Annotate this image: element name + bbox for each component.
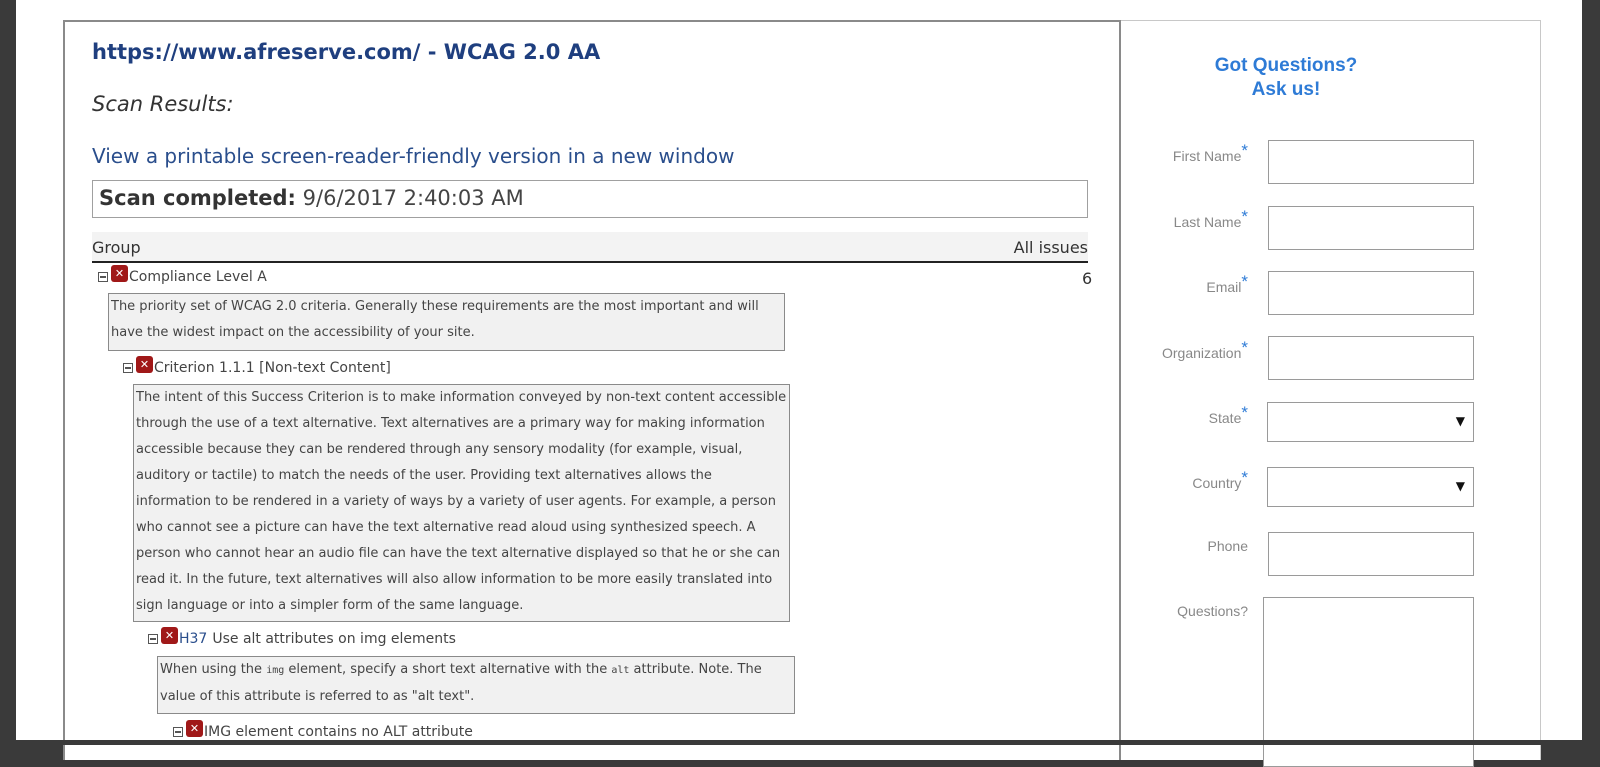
contact-form-panel [1121,20,1541,760]
collapse-issue-icon[interactable] [173,727,183,737]
organization-input[interactable] [1268,336,1474,380]
tree-row-h37 [148,629,456,649]
required-asterisk: * [1241,272,1248,291]
h37-desc-code-img: img [266,665,285,676]
email-label: Email* [1206,272,1248,295]
level-a-description: The priority set of WCAG 2.0 criteria. Generally these requirements are the most important and will have the widest impact on the accessibility of your site. [108,293,785,351]
scan-report-panel [63,20,1121,760]
all-issues-column-header: All issues [1013,238,1088,257]
last-name-input[interactable] [1268,206,1474,250]
window-bottom-edge [0,740,1600,745]
scan-completed-box [92,180,1088,218]
collapse-level-a-icon[interactable] [98,272,108,282]
h37-desc-part3: attribute. Note. The value of this attribute is referred to as "alt text". [160,662,762,704]
issue-label[interactable]: IMG element contains no ALT attribute [204,724,473,740]
error-x-icon: ✕ [161,627,178,644]
h37-desc-code-alt: alt [611,665,630,676]
collapse-h37-icon[interactable] [148,634,158,644]
phone-label: Phone [1207,538,1248,554]
country-select[interactable] [1267,467,1474,507]
chevron-down-icon: ▼ [1455,479,1465,493]
h37-code[interactable]: H37 [179,631,208,647]
got-questions-line2: Ask us! [1251,79,1321,100]
got-questions-heading [1121,54,1451,102]
group-column-header: Group [92,238,141,257]
results-table-header [92,232,1088,263]
required-asterisk: * [1241,141,1248,160]
tree-row-level-a [98,267,267,287]
collapse-criterion-icon[interactable] [123,363,133,373]
h37-desc-part2: element, specify a short text alternative with the [284,662,612,677]
h37-description [157,656,795,714]
page-title: https://www.afreserve.com/ - WCAG 2.0 AA [92,40,601,64]
criterion-description: The intent of this Success Criterion is to make information conveyed by non-text content accessible through the use of a text alternative. Text alternatives are a primary way for making information accessible because they can be rendered through any sensory modality (for example, visual, auditory or tactile) to match the needs of the user. Providing text alternatives allows the information to be rendered in a variety of ways by a variety of user agents. For example, a person who cannot see a picture can have the text alternative read aloud using synthesized speech. A person who cannot hear an audio file can have the text alternative displayed so that he or she can read it. In the future, text alternatives will also allow information to be more easily translated into sign language or into a simpler form of the same language. [133,384,790,622]
state-label: State* [1208,403,1248,426]
scan-completed-value: 9/6/2017 2:40:03 AM [302,186,524,210]
error-x-icon: ✕ [136,356,153,373]
organization-label: Organization* [1161,338,1248,361]
scan-results-heading: Scan Results: [92,92,234,116]
tree-row-issue [173,722,473,742]
level-a-issue-count: 6 [1082,269,1093,288]
state-select[interactable] [1267,402,1474,442]
country-label: Country* [1192,468,1248,491]
required-asterisk: * [1241,207,1248,226]
required-asterisk: * [1241,468,1248,487]
required-asterisk: * [1241,403,1248,422]
h37-label: Use alt attributes on img elements [212,631,456,647]
criterion-label[interactable]: Criterion 1.1.1 [Non-text Content] [154,360,391,376]
chevron-down-icon: ▼ [1455,414,1465,428]
printable-version-link[interactable]: View a printable screen-reader-friendly version in a new window [92,144,735,168]
email-input[interactable] [1268,271,1474,315]
error-x-icon: ✕ [111,265,128,282]
required-asterisk: * [1241,338,1248,357]
scan-completed-label: Scan completed: [99,186,296,210]
level-a-label[interactable]: Compliance Level A [129,269,267,285]
last-name-label: Last Name* [1173,207,1248,230]
first-name-label: First Name* [1172,141,1248,164]
first-name-input[interactable] [1268,140,1474,184]
questions-label: Questions? [1177,603,1248,619]
phone-input[interactable] [1268,532,1474,576]
h37-desc-part1: When using the [160,662,267,677]
tree-row-criterion-1-1-1 [123,358,391,378]
got-questions-line1: Got Questions? [1214,55,1358,76]
error-x-icon: ✕ [186,720,203,737]
